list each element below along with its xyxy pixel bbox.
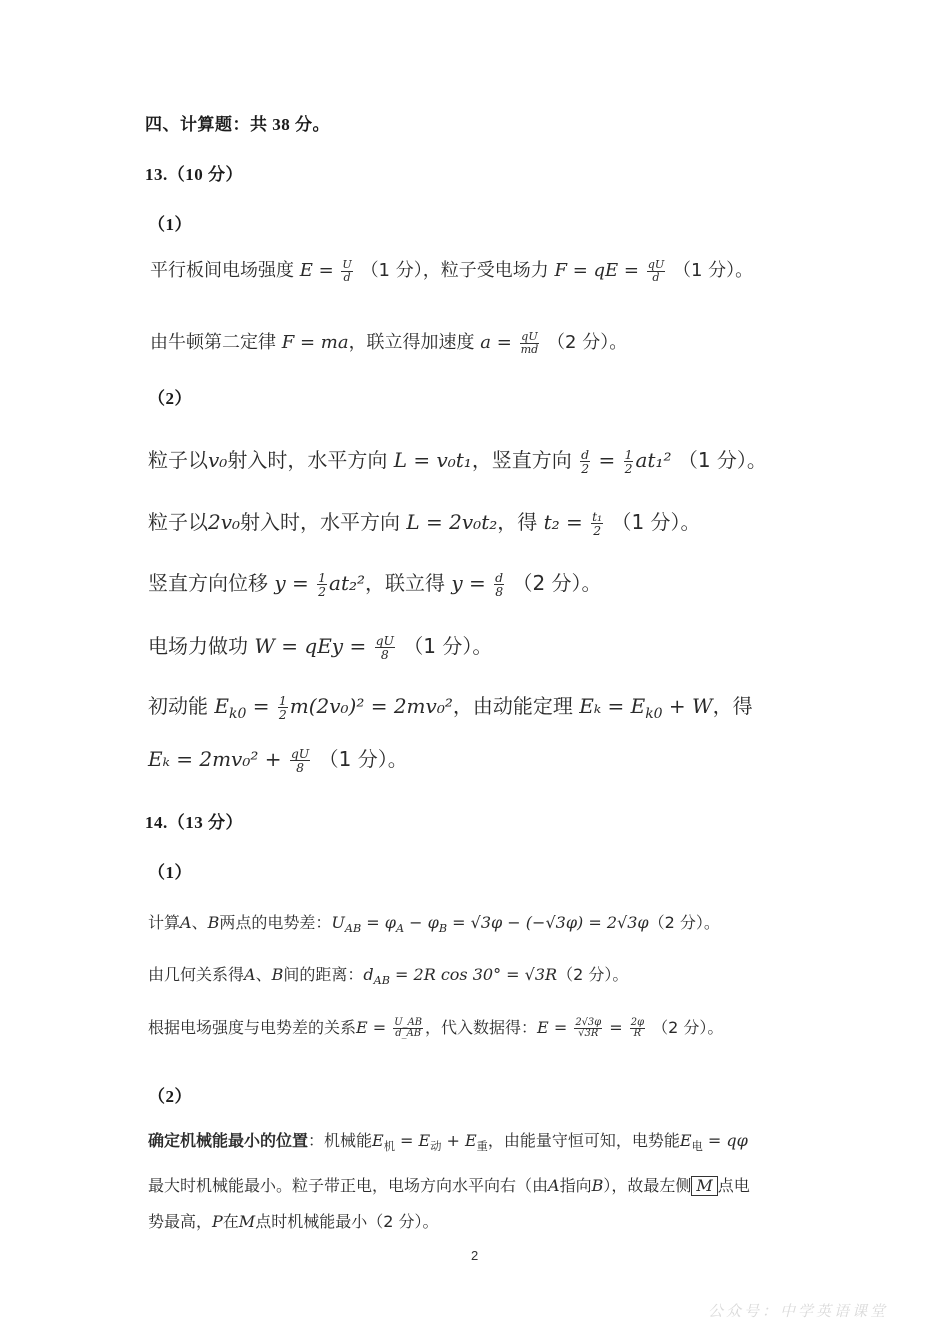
fraction: $\frac{\text{t₁}}{2}$ [592, 508, 603, 538]
q14-line6: 势最高，P在M点时机械能最小（2 分）。 [148, 1212, 439, 1231]
q14-line4: 确定机械能最小的位置：机械能$E_机 = E_动 + E_重$，由能量守恒可知，电势能$E_电 = q\varphi$ [148, 1131, 748, 1154]
fraction: $\frac{1}{2}$ [624, 446, 633, 476]
fraction: $\frac{U}{d}$ [342, 257, 352, 284]
fraction: $\frac{d}{8}$ [495, 569, 504, 599]
q13-line7: 初动能 $E_{k0}$ = $\frac{1}{2}$ m(2v₀)² = 2mv₀²，由动能定理 $E_k = E_{k0} + W$，得 [148, 692, 753, 722]
q13-line8: Eₖ = 2mv₀² + $\frac{qU}{8}$ （1 分）。 [148, 745, 408, 775]
page-number: 2 [471, 1248, 479, 1263]
q13-line5: 竖直方向位移 y = $\frac{1}{2}$ at₂²，联立得 y = $\frac{d}{8}$ （2 分）。 [148, 569, 602, 599]
q13-part2-label: （2） [148, 389, 192, 408]
fraction: $\frac{qU}{8}$ [290, 745, 310, 775]
q13-line6: 电场力做功 W = qEy = $\frac{qU}{8}$ （1 分）。 [148, 632, 493, 662]
q13-line2: 由牛顿第二定律 F = ma，联立得加速度 a = $\frac{qU}{md}$ （2 分）。 [150, 329, 628, 356]
q14-line3: 根据电场强度与电势差的关系E = $\frac{U\_AB}{d\_AB}$ ，代入数据得：E = $\frac{2√3\varphi}{√3R}$ = $\frac{2\varphi}{R}$ （2 分）。 [148, 1016, 724, 1039]
fraction: $\frac{1}{2}$ [278, 692, 287, 722]
q14-line5: 最大时机械能最小。粒子带正电，电场方向水平向右（由A指向B），故最左侧 M 点电 [148, 1176, 750, 1195]
q14-header: 14.（13 分） [145, 813, 243, 832]
fraction: $\frac{qU}{8}$ [375, 632, 394, 662]
fraction: $\frac{qU}{d}$ [647, 257, 665, 284]
q13-part1-label: （1） [148, 215, 192, 234]
fraction: $\frac{U\_AB}{d\_AB}$ [394, 1016, 423, 1039]
q14-part1-label: （1） [148, 863, 192, 882]
fraction: $\frac{2\varphi}{R}$ [630, 1016, 645, 1039]
q13-line1: 平行板间电场强度 E = $\frac{U}{d}$ （1 分），粒子受电场力 F = qE = $\frac{qU}{d}$ （1 分）。 [150, 257, 754, 284]
fraction: $\frac{d}{2}$ [581, 446, 590, 476]
q13-line3: 粒子以v₀射入时，水平方向 L = v₀t₁，竖直方向 $\frac{d}{2}$ = $\frac{1}{2}$ at₁² （1 分）。 [148, 446, 767, 476]
q14-line2: 由几何关系得A、B间的距离：$d_{AB} = 2R$ cos 30° = √3R（2 分）。 [148, 965, 629, 988]
q13-line4: 粒子以2v₀射入时，水平方向 L = 2v₀t₂，得 t₂ = $\frac{\text{t₁}}{2}$ （1 分）。 [148, 508, 701, 538]
fraction: $\frac{2√3\varphi}{√3R}$ [575, 1016, 602, 1039]
boxed-point-m: M [691, 1176, 717, 1196]
q13-header: 13.（10 分） [145, 165, 243, 184]
fraction: $\frac{1}{2}$ [318, 569, 327, 599]
q14-part2-label: （2） [148, 1087, 192, 1106]
fraction: $\frac{qU}{md}$ [520, 329, 539, 356]
section-title: 四、计算题：共 38 分。 [145, 115, 330, 134]
q14-line1: 计算A、B两点的电势差：$U_{AB} = \varphi_A - \varphi_B = √3\varphi - (-√3\varphi) = 2√3\varphi(2$ 分）。 [148, 913, 720, 936]
watermark: 公众号：中学英语课堂 [708, 1302, 889, 1320]
